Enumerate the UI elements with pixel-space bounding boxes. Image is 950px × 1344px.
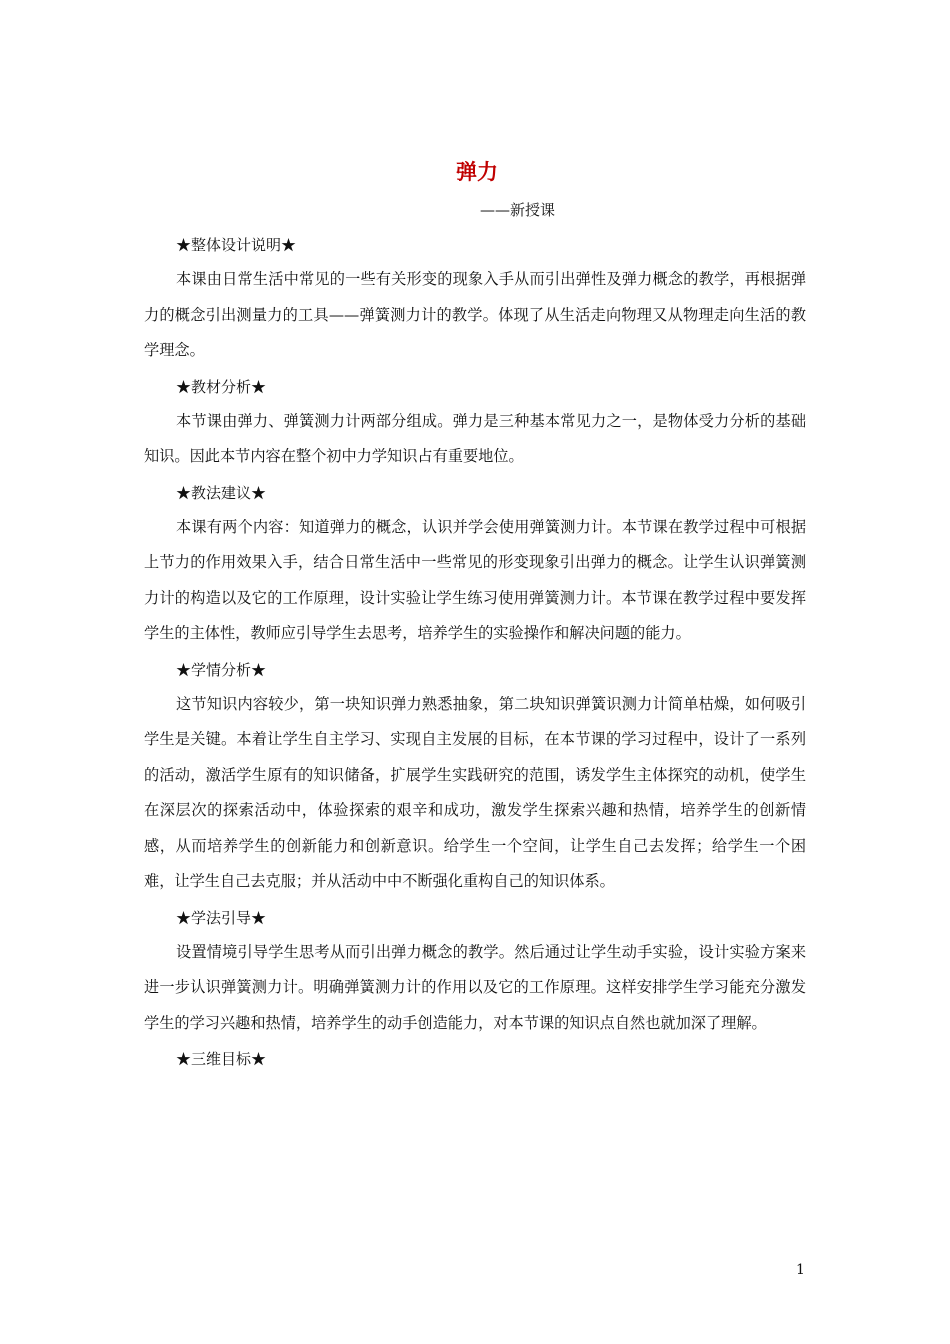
- section-heading-overall-design: ★整体设计说明★: [176, 236, 297, 254]
- section-paragraph-textbook-analysis: 本节课由弹力、弹簧测力计两部分组成。弹力是三种基本常见力之一，是物体受力分析的基础知识。因此本节内容在整个初中力学知识占有重要地位。: [144, 411, 806, 465]
- section-heading-textbook-analysis: ★教材分析★: [176, 377, 267, 396]
- page-number: 1: [796, 1262, 805, 1278]
- document-body: [144, 152, 806, 1076]
- document-title: 弹力: [456, 159, 498, 184]
- document-subtitle: ——新授课: [480, 201, 556, 219]
- section-paragraph-student-analysis: 这节知识内容较少，第一块知识弹力熟悉抽象，第二块知识弹簧识测力计简单枯燥，如何吸引学生是关键。本着让学生自主学习、实现自主发展的目标，在本节课的学习过程中，设计了一系列的活动，激活学生原有的知识储备，扩展学生实践研究的范围，诱发学生主体探究的动机，使学生在深层次的探索活动中，体验探索的艰辛和成功，激发学生探索兴趣和热情，培养学生的创新情感，从而培养学生的创新能力和创新意识。给学生一个空间，让学生自己去发挥；给学生一个困难，让学生自己去克服；并从活动中中不断强化重构自己的知识体系。: [144, 694, 806, 890]
- section-heading-learning-guidance: ★学法引导★: [176, 908, 267, 927]
- section-paragraph-learning-guidance: 设置情境引导学生思考从而引出弹力概念的教学。然后通过让学生动手实验，设计实验方案来进一步认识弹簧测力计。明确弹簧测力计的作用以及它的工作原理。这样安排学生学习能充分激发学生的学习兴趣和热情，培养学生的动手创造能力，对本节课的知识点自然也就加深了理解。: [144, 942, 806, 1032]
- section-heading-three-dimensional-goals: ★三维目标★: [176, 1050, 267, 1068]
- section-paragraph-teaching-suggestions: 本课有两个内容：知道弹力的概念，认识并学会使用弹簧测力计。本节课在教学过程中可根据上节力的作用效果入手，结合日常生活中一些常见的形变现象引出弹力的概念。让学生认识弹簧测力计的构造以及它的工作原理，设计实验让学生练习使用弹簧测力计。本节课在教学过程中要发挥学生的主体性，教师应引导学生去思考，培养学生的实验操作和解决问题的能力。: [144, 517, 806, 642]
- section-paragraph-overall-design: 本课由日常生活中常见的一些有关形变的现象入手从而引出弹性及弹力概念的教学，再根据弹力的概念引出测量力的工具——弹簧测力计的教学。体现了从生活走向物理又从物理走向生活的教学理念。: [144, 270, 806, 359]
- section-heading-teaching-suggestions: ★教法建议★: [176, 483, 267, 502]
- section-heading-student-analysis: ★学情分析★: [176, 660, 267, 679]
